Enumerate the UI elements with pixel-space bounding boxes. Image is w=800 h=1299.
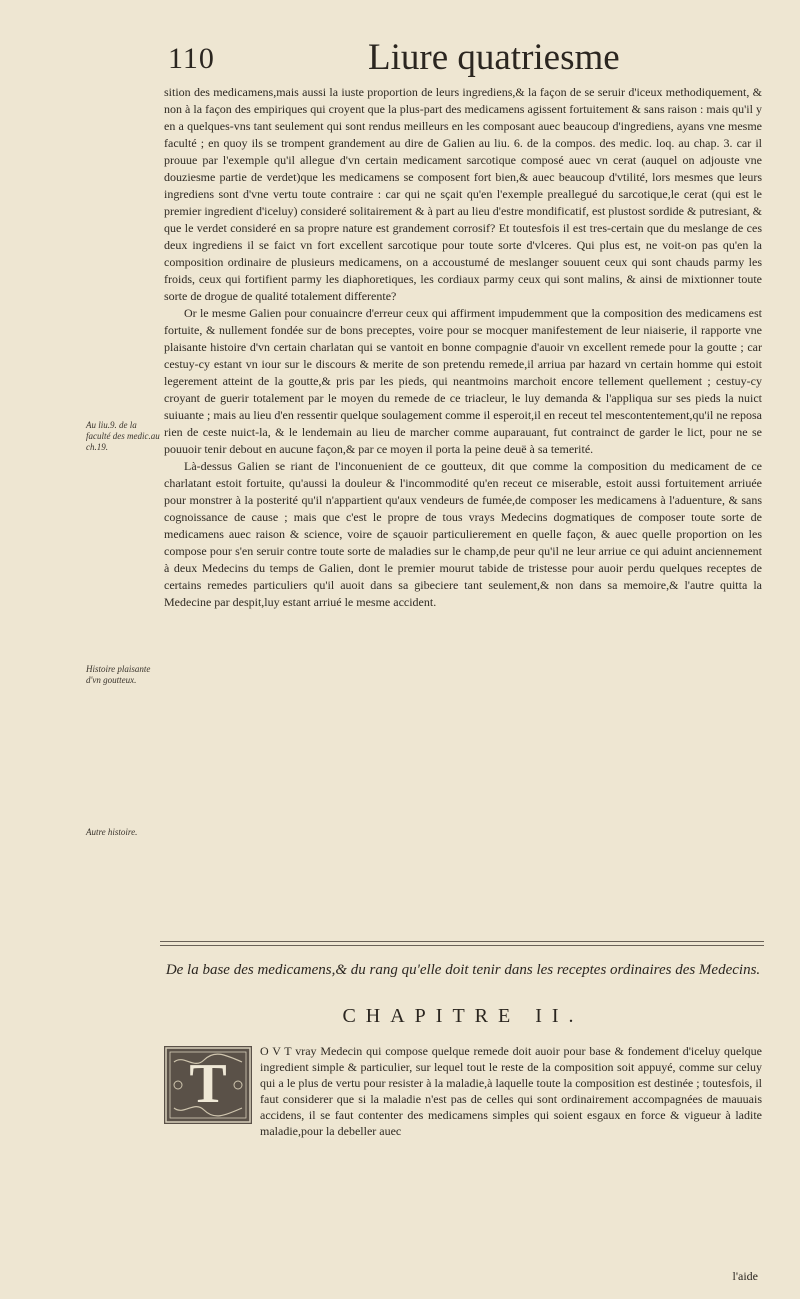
margin-note-goutteux-story: Histoire plaisante d'vn goutteux. [86,664,151,685]
chapter-paragraph: O V T vray Medecin qui compose quelque remede doit auoir pour base & fondement d'iceluy quelque ingredient simple & particulier, sur lequel tout le reste de la composition soit appuyé, comme sur celuy qui a le plus de vertu pour resister à la maladie,à laquelle toute la composition est destinée ; toutesfois, il faut considerer que si la maladie n'est pas de celles qui sont ordinairement accompagnées de mauuais accidens, il se faut contenter des medicamens simples qui soient esgaux en force & vigueur à ladite maladie,pour la debeller auec [260,1044,762,1138]
initial-letter: T [189,1053,227,1115]
chapter-text [164,1043,762,1139]
section-rule-top [160,941,764,942]
page-number: 110 [168,42,215,75]
decorated-initial [164,1046,252,1124]
paragraph-2: Or le mesme Galien pour conuaincre d'erreur ceux qui affirment impudemment que la composition des medicamens est fortuite, & nullement fondée sur de bons preceptes, voire pour se mocquer manifestement de leur niaiserie, il rapporte vne plaisante histoire d'vn certain charlatan qui se vantoit en bonne compagnie d'auoir vn excellent remede pour la goutte ; car cestuy-cy estant vn iour sur le discours & merite de son pretendu remede,il arriua par hazard vn certain homme qui estoit legerement atteint de la goutte,& pris par les pieds, qui neantmoins marchoit encore tellement quellement ; cestuy-cy croyant de guerir totalement par le moyen du remede de ce triacleur, le luy demanda & l'appliqua sur ses pieds la nuict suiuante ; mais au lieu d'en ressentir quelque soulagement comme il esperoit,il en receut tel mescontentement,qu'il ne reposa rien de ceste nuict-la, & le lendemain au lieu de marcher comme auparauant, fut contrainct de garder le lict, pour ne se pouuoir tenir debout en aucune façon,& par ce moyen il porta la peine deuë à sa temerité. [164,306,762,456]
page-header [0,36,800,84]
margin-note-other-story: Autre histoire. [86,827,138,837]
paragraph-1: sition des medicamens,mais aussi la iuste proportion de leurs ingrediens,& la façon de se seruir d'iceux methodiquement, & non à la façon des empiriques qui croyent que la plus-part des medicamens agissent fortuitement & sans raison : mais qu'il y en a quelques-vns tant seulement qui sont rendus meilleurs en les composant auec beaucoup d'ingrediens, ayans vne mesme faculté ; en quoy ils se trompent grandement au dire de Galien au liu. 6. de la compos. des medic. loq. au chap. 3. car il prouue par l'exemple qu'il allegue d'vn certain medicament sarcotique composé auec vn cerat (auquel on adjouste vne douziesme partie de verdet)que les medicamens se composent fort bien,& auec beaucoup d'vtilité, lors mesmes que leurs ingrediens sont d'vne vertu toute contraire : car qui ne sçait qu'en l'exemple preallegué du sarcotique,le cerat (qui est le premier ingredient d'iceluy) consideré solitairement & à part au lieu d'estre mondificatif, est plustost sordide & putresiant, & que le verdet consideré en sa propre nature est grandement corrosif? Et toutesfois il est tres-certain que du meslange de ces deux ingrediens il se faict vn fort excellent sarcotique pour toute sorte d'vlceres. Qui plus est, ne voit-on pas qu'en la composition ordinaire de plusieurs medicamens, on a accoustumé de meslanger souuent ceux qui sont chauds parmy les froids, ceux qui fortifient parmy les diaphoretiques, les cordiaux parmy ceux qui sont malins, & ainsi de mixtionner toute sorte de drogue de qualité totalement differente? [164,85,762,303]
paragraph-3: Là-dessus Galien se riant de l'inconuenient de ce goutteux, dit que comme la composition du medicament de ce charlatant estoit fortuite, qu'aussi la douleur & l'incommodité qu'en receut ce miserable, estoit aussi fortuitement arriuée pour monstrer à la posterité qu'il n'appartient qu'aux vendeurs de fumée,de composer les medicamens à l'aduenture, & sans cognoissance de cause ; mais que c'est le propre de tous vrays Medecins dogmatiques de composer toute sorte de medicamens auec raison & science, voire de sçauoir particulierement en quelle façon, & auec quelle proportion on les compose pour s'en seruir contre toute sorte de maladies sur le champ,de peur qu'il ne leur arriue ce qui aduint anciennement à deux Medecins du temps de Galien, dont le premier mourut tabide de tristesse pour auoir perdu quelques receptes de certains remedes particuliers qu'il auoit dans sa gibeciere tant seulement,& non dans sa memoire,& l'autre quitta la Medecine par despit,luy estant arriué le mesme accident. [164,459,762,609]
chapter-heading: CHAPITRE II. [342,1005,584,1027]
section-title: De la base des medicamens,& du rang qu'elle doit tenir dans les receptes ordinaires des Medecins. [165,962,761,978]
margin-note-galien-reference: Au liu.9. de la faculté des medic.au ch.19. [86,420,160,452]
running-title: Liure quatriesme [368,37,620,78]
body-text [164,84,762,611]
section-rule-bottom [160,945,764,946]
catchword: l'aide [732,1269,758,1283]
